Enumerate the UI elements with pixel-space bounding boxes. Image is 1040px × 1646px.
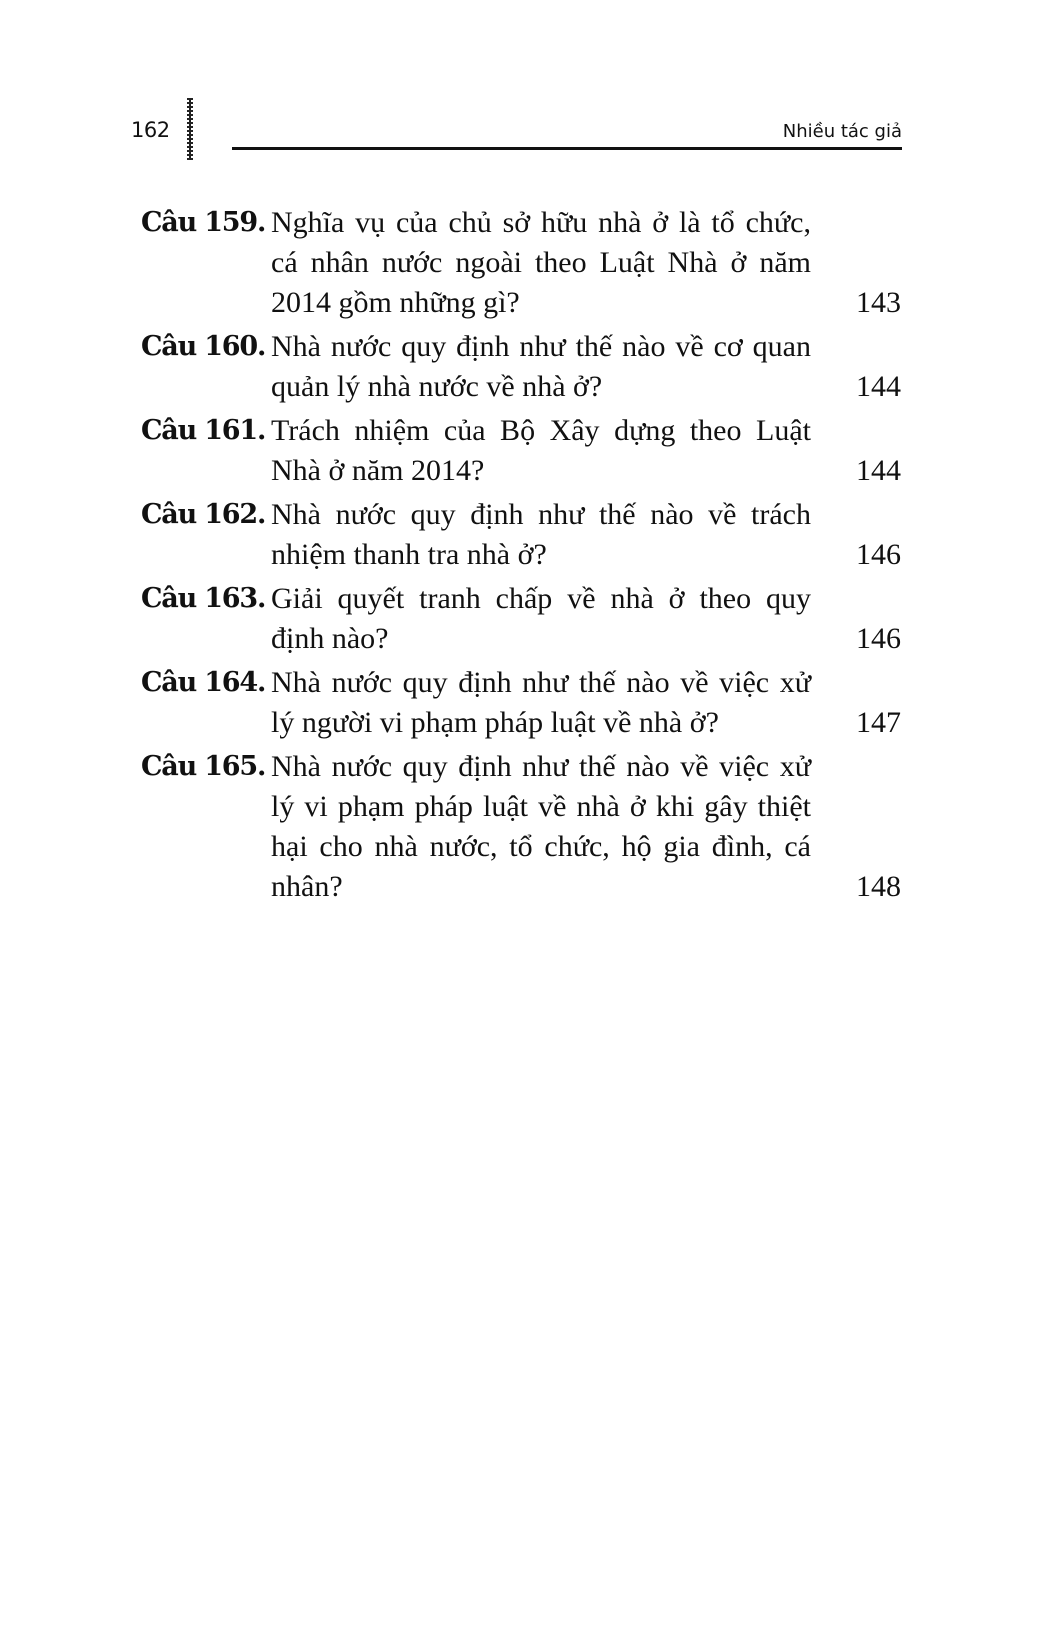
header-author: Nhiều tác giả [782, 121, 902, 142]
toc-entry-label: Câu 161. [141, 415, 266, 446]
toc-entry-title: Nhà nước quy định như thế nào về việc xử lý người vi phạm pháp luật về nhà ở? [271, 666, 811, 739]
toc-entry-163 [141, 579, 901, 659]
toc-entry-page: 148 [856, 870, 901, 903]
toc-entry-label: Câu 163. [141, 583, 266, 614]
toc-entry-title: Nhà nước quy định như thế nào về việc xử lý vi phạm pháp luật về nhà ở khi gây thiệt hại cho nhà nước, tổ chức, hộ gia đình, cá nhân? [271, 750, 811, 903]
page-number: 162 [131, 118, 170, 142]
toc-entry-165 [141, 747, 901, 907]
toc-entry-label: Câu 160. [141, 331, 266, 362]
toc-entry-title: Trách nhiệm của Bộ Xây dựng theo Luật Nhà ở năm 2014? [271, 414, 811, 487]
toc-entry-161 [141, 411, 901, 491]
running-header [0, 0, 1040, 170]
toc-entry-label: Câu 162. [141, 499, 266, 530]
toc-entry-159 [141, 203, 901, 323]
toc-entry-page: 147 [856, 706, 901, 739]
toc-entry-title: Nghĩa vụ của chủ sở hữu nhà ở là tổ chức, cá nhân nước ngoài theo Luật Nhà ở năm 2014 gồm những gì? [271, 206, 811, 319]
toc-entry-label: Câu 164. [141, 667, 266, 698]
toc-entry-page: 144 [856, 370, 901, 403]
toc-entry-page: 146 [856, 538, 901, 571]
toc-entry-page: 143 [856, 286, 901, 319]
ornament-divider-icon [187, 98, 193, 160]
toc-entry-label: Câu 159. [141, 207, 266, 238]
toc-entry-164 [141, 663, 901, 743]
toc-entry-page: 144 [856, 454, 901, 487]
toc-entry-page: 146 [856, 622, 901, 655]
toc-entry-title: Nhà nước quy định như thế nào về trách nhiệm thanh tra nhà ở? [271, 498, 811, 571]
table-of-contents [141, 203, 901, 911]
toc-entry-label: Câu 165. [141, 751, 266, 782]
toc-entry-title: Nhà nước quy định như thế nào về cơ quan quản lý nhà nước về nhà ở? [271, 330, 811, 403]
toc-entry-title: Giải quyết tranh chấp về nhà ở theo quy định nào? [271, 582, 811, 655]
toc-entry-160 [141, 327, 901, 407]
toc-entry-162 [141, 495, 901, 575]
header-rule [232, 147, 902, 150]
